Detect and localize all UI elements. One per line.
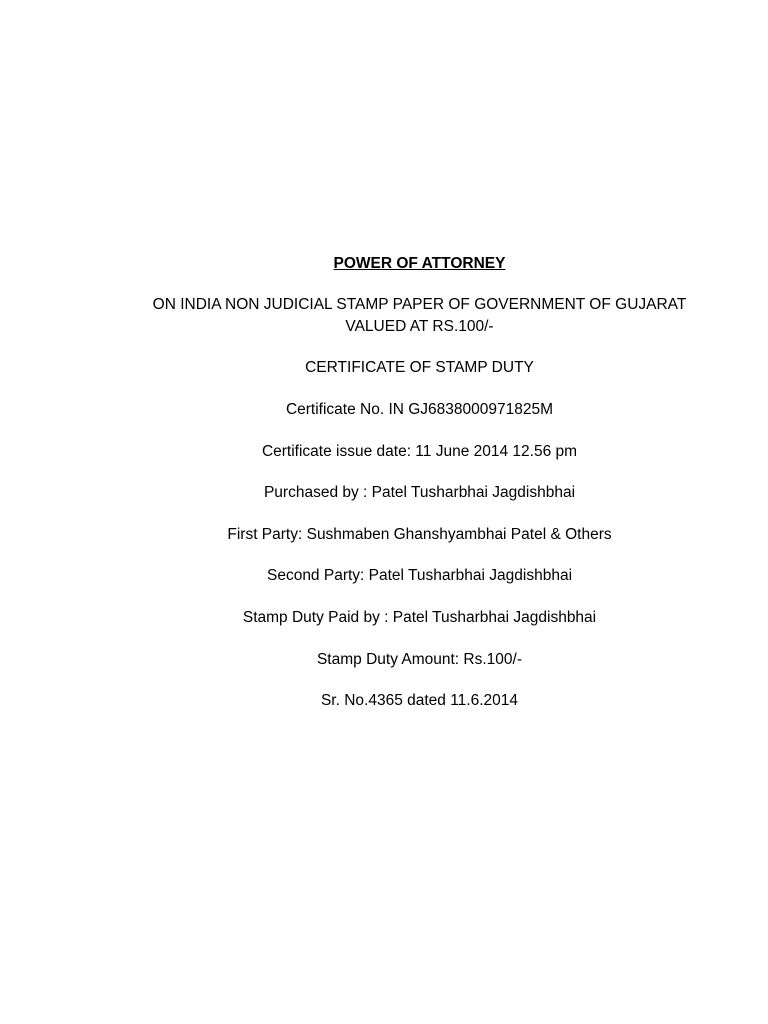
stamp-duty-amount: Stamp Duty Amount: Rs.100/- (316, 651, 523, 668)
certificate-heading: CERTIFICATE OF STAMP DUTY (305, 359, 534, 376)
certificate-issue-date: Certificate issue date: 11 June 2014 12.56 pm (261, 443, 578, 460)
stamp-paper-line-2: VALUED AT RS.100/- (345, 318, 494, 335)
document-title: POWER OF ATTORNEY (333, 255, 506, 272)
serial-number: Sr. No.4365 dated 11.6.2014 (320, 692, 519, 709)
purchased-by: Purchased by : Patel Tusharbhai Jagdishbhai (263, 484, 576, 501)
first-party: First Party: Sushmaben Ghanshyambhai Patel & Others (227, 526, 612, 543)
second-party: Second Party: Patel Tusharbhai Jagdishbhai (266, 567, 573, 584)
certificate-number: Certificate No. IN GJ6838000971825M (285, 401, 554, 418)
stamp-paper-line-1: ON INDIA NON JUDICIAL STAMP PAPER OF GOVERNMENT OF GUJARAT (152, 296, 687, 313)
stamp-duty-paid-by: Stamp Duty Paid by : Patel Tusharbhai Jagdishbhai (242, 609, 597, 626)
